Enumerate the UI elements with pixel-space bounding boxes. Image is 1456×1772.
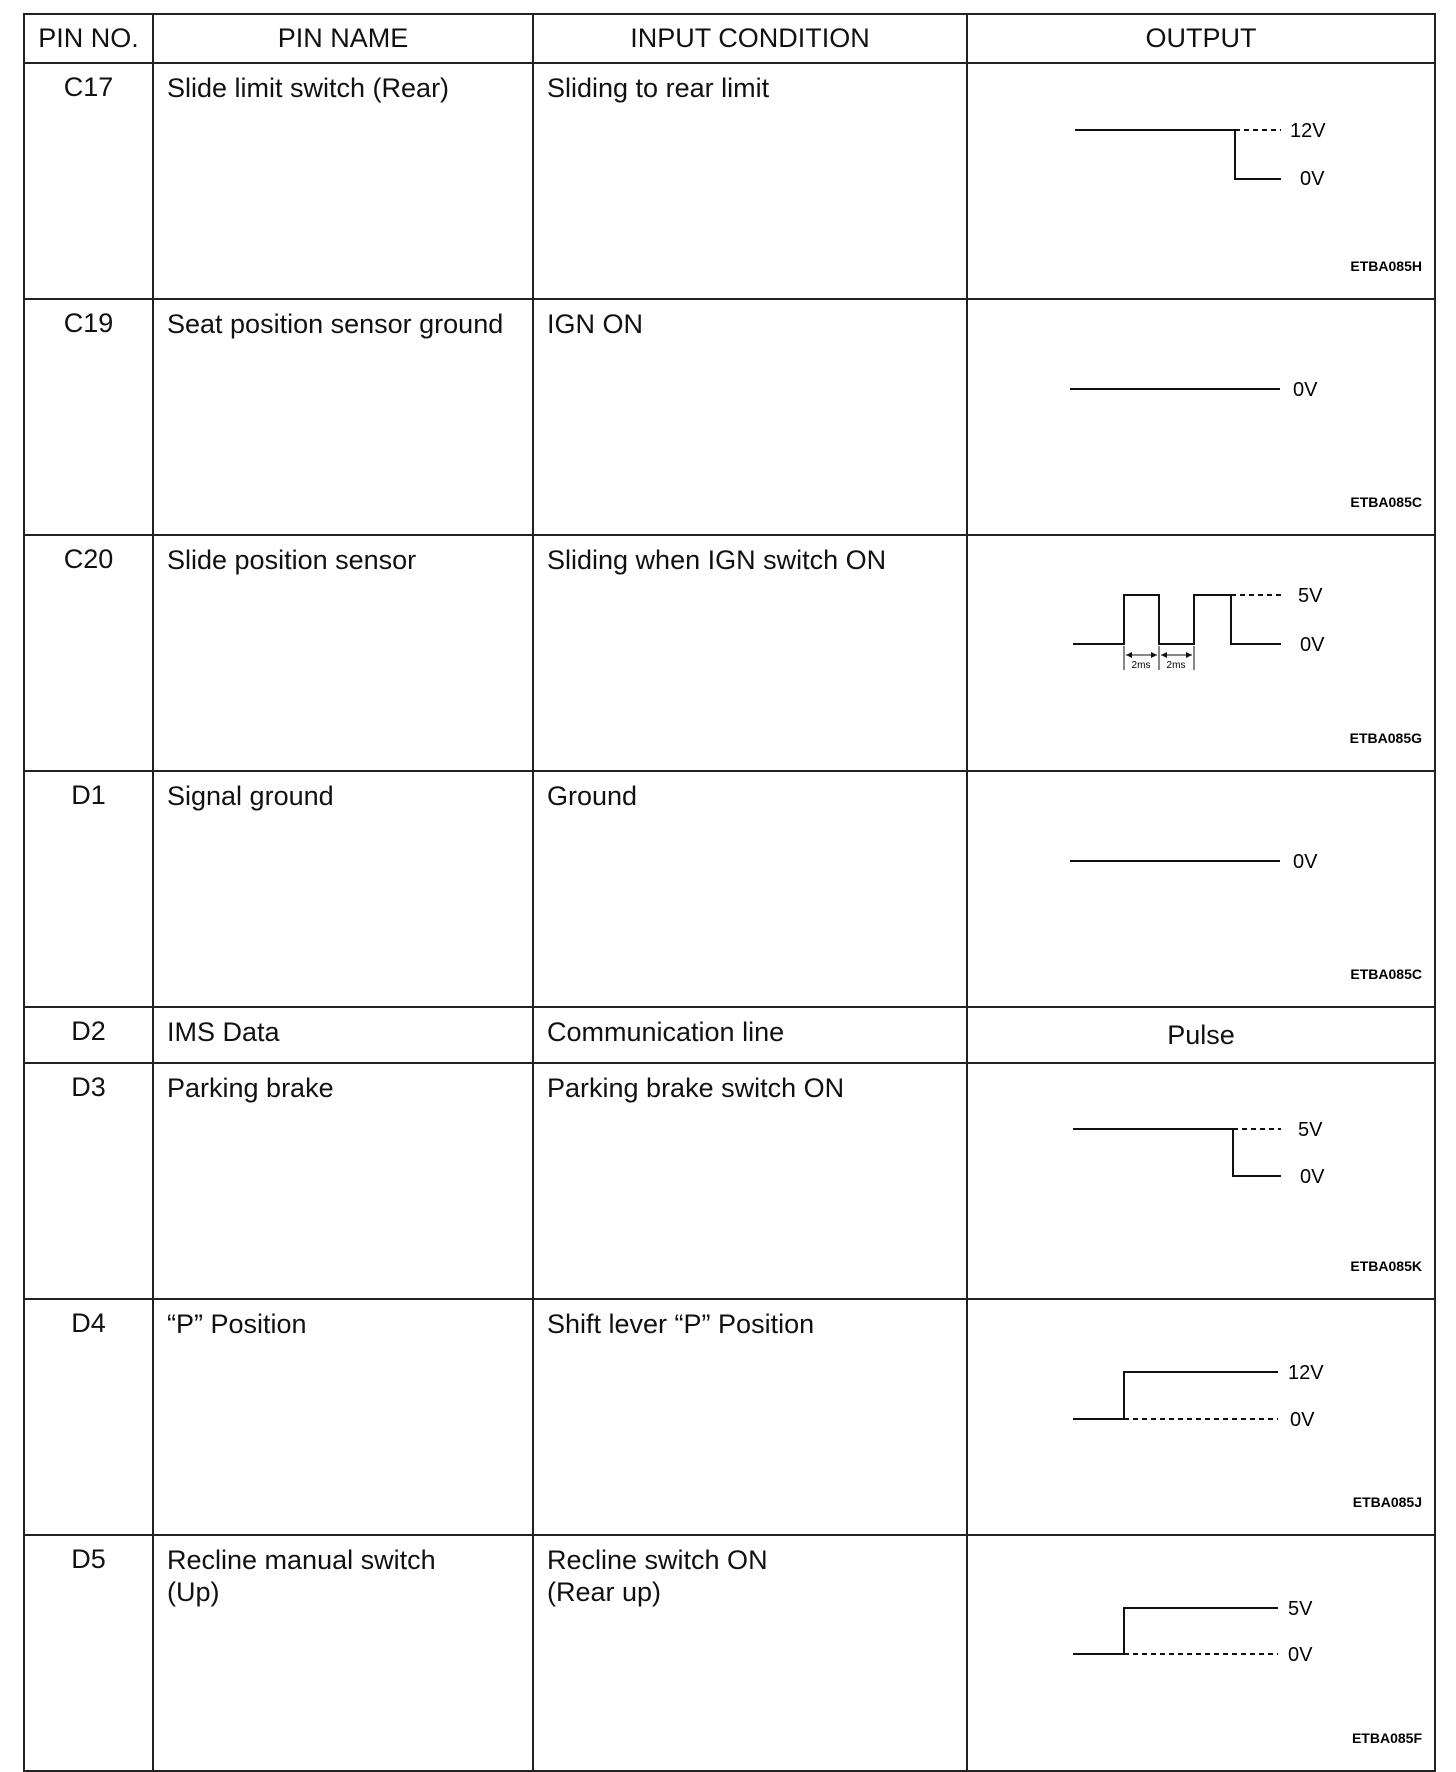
period-high-label: 2ms: [1131, 660, 1151, 671]
waveform-low-to-high: [968, 1300, 1434, 1526]
pin-name-line: (Up): [167, 1577, 220, 1607]
output-cell: [967, 63, 1435, 299]
header-pin-no: PIN NO.: [24, 14, 153, 63]
input-condition: IGN ON: [533, 299, 967, 535]
input-condition: [533, 1535, 967, 1771]
input-condition-line: (Rear up): [547, 1577, 662, 1607]
pin-name: “P” Position: [153, 1299, 533, 1535]
level-low-label: 0V: [1300, 634, 1325, 656]
pin-number: C20: [24, 535, 153, 771]
table-row: [24, 299, 1435, 535]
pin-name: Slide limit switch (Rear): [153, 63, 533, 299]
table-row: [24, 1299, 1435, 1535]
pin-number: D2: [24, 1007, 153, 1063]
figure-code: ETBA085F: [1351, 1730, 1422, 1746]
pin-name: Slide position sensor: [153, 535, 533, 771]
pin-number: D5: [24, 1535, 153, 1771]
output-cell: [967, 535, 1435, 771]
table-row: [24, 63, 1435, 299]
level-high-label: 5V: [1298, 585, 1323, 607]
pin-name: Parking brake: [153, 1063, 533, 1299]
waveform-flat-low: [968, 300, 1434, 526]
figure-code: ETBA085K: [1350, 1258, 1422, 1274]
level-high-label: 5V: [1288, 1598, 1313, 1620]
table-row: [24, 1063, 1435, 1299]
pin-name: Signal ground: [153, 771, 533, 1007]
waveform-high-to-low: [968, 64, 1434, 290]
figure-code: ETBA085C: [1350, 966, 1422, 982]
waveform-low-to-high: [968, 1536, 1434, 1762]
input-condition-line: Recline switch ON: [547, 1545, 768, 1575]
input-condition: Sliding when IGN switch ON: [533, 535, 967, 771]
waveform-square-pulse: [968, 536, 1434, 762]
input-condition: Sliding to rear limit: [533, 63, 967, 299]
header-row: [24, 14, 1435, 63]
input-condition: Parking brake switch ON: [533, 1063, 967, 1299]
table-row: [24, 1535, 1435, 1771]
level-low-label: 0V: [1300, 168, 1325, 190]
level-high-label: 12V: [1290, 120, 1326, 142]
header-input-condition: INPUT CONDITION: [533, 14, 967, 63]
waveform-high-to-low: [968, 1064, 1434, 1290]
output-cell: [967, 1535, 1435, 1771]
output-cell: [967, 1299, 1435, 1535]
pin-table: [23, 13, 1436, 1772]
pin-number: C19: [24, 299, 153, 535]
pin-number: D1: [24, 771, 153, 1007]
input-condition: Ground: [533, 771, 967, 1007]
pin-name: IMS Data: [153, 1007, 533, 1063]
output-cell: [967, 771, 1435, 1007]
output-cell: [967, 299, 1435, 535]
output-cell: [967, 1063, 1435, 1299]
level-high-label: 12V: [1288, 1362, 1324, 1384]
input-condition: Shift lever “P” Position: [533, 1299, 967, 1535]
figure-code: ETBA085H: [1350, 258, 1422, 274]
waveform-flat-low: [968, 772, 1434, 998]
header-output: OUTPUT: [967, 14, 1435, 63]
pin-number: D3: [24, 1063, 153, 1299]
header-pin-name: PIN NAME: [153, 14, 533, 63]
level-low-label: 0V: [1300, 1166, 1325, 1188]
period-low-label: 2ms: [1166, 660, 1186, 671]
table-row: [24, 1007, 1435, 1063]
table-row: [24, 771, 1435, 1007]
figure-code: ETBA085G: [1349, 730, 1422, 746]
level-low-label: 0V: [1290, 1409, 1315, 1431]
pin-name: [153, 1535, 533, 1771]
pin-name-line: Recline manual switch: [167, 1545, 436, 1575]
table-row: [24, 535, 1435, 771]
level-high-label: 5V: [1298, 1119, 1323, 1141]
level-low-label: 0V: [1293, 379, 1318, 401]
input-condition: Communication line: [533, 1007, 967, 1063]
figure-code: ETBA085C: [1350, 494, 1422, 510]
figure-code: ETBA085J: [1352, 1494, 1422, 1510]
level-low-label: 0V: [1293, 851, 1318, 873]
output-text: Pulse: [967, 1007, 1435, 1063]
pin-name: Seat position sensor ground: [153, 299, 533, 535]
level-low-label: 0V: [1288, 1644, 1313, 1666]
pin-number: D4: [24, 1299, 153, 1535]
pin-number: C17: [24, 63, 153, 299]
